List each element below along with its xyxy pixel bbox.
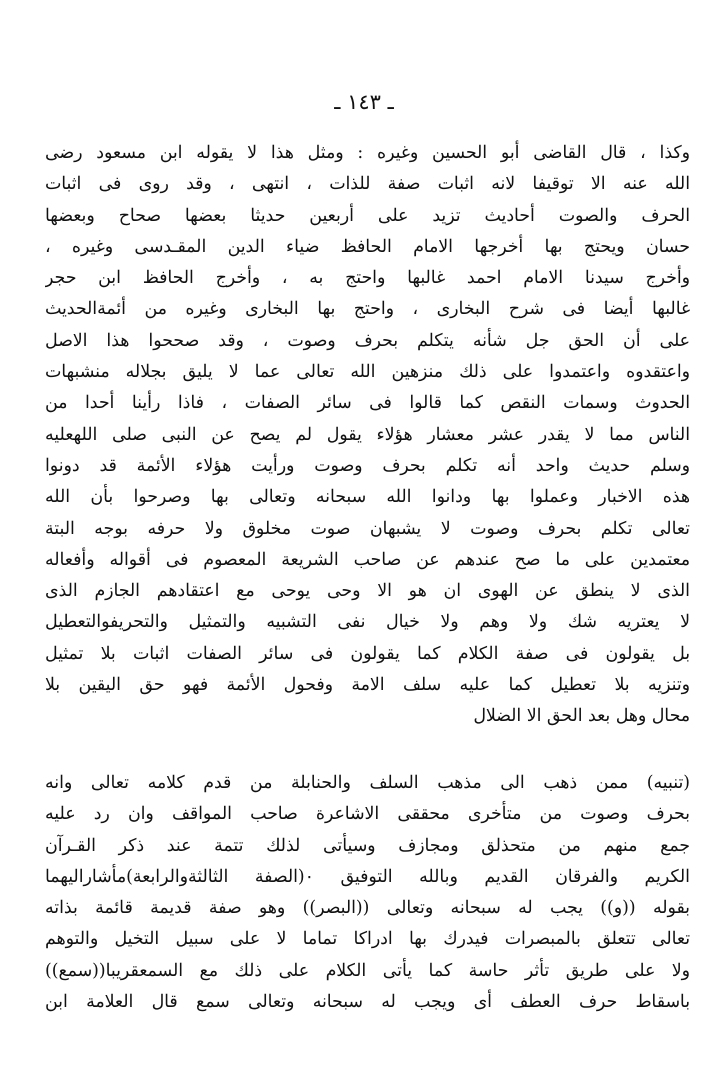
- text-line: الله عنه الا توقيفا لانه اثبات صفة للذات ، انتهى ، وقد روى فى اثبات: [45, 174, 690, 195]
- text-line: جمع منهم من متحذلق ومجازف وسيأتى لذلك تتمة عند ذكر القـرآن: [45, 835, 690, 856]
- text-line: واعتقدوه واعتمدوا على ذلك منزهين الله تعالى عما لا يليق بجلاله منشبهات: [45, 362, 690, 383]
- paragraph-main: [45, 138, 690, 733]
- page-number: ـ ١٤٣ ـ: [334, 90, 394, 114]
- text-line: (تنبيه) ممن ذهب الى مذهب السلف والحنابلة من قدم كلامه تعالى وانه: [45, 773, 690, 793]
- text-line: وأخرج سيدنا الامام احمد غالبها واحتج به ، وأخرج الحافظ ابن حجر: [45, 268, 690, 289]
- text-line: وتنزيه بلا تعطيل كما عليه سلف الامة وفحول الأئمة فهو حق اليقين بلا: [45, 675, 690, 696]
- text-line: وكذا ، قال القاضى أبو الحسين وغيره : ومثل هذا لا يقوله ابن مسعود رضى: [45, 143, 690, 163]
- text-line: الناس مما لا يقدر عشر معشار هؤلاء يقول لم يصح عن النبى صلى اللهعليه: [45, 424, 690, 445]
- text-line: الحدوث وسمات النقص كما قالوا فى سائر الصفات ، فاذا رأينا أحدا من: [45, 393, 690, 414]
- text-line: باسقاط حرف العطف أى ويجب له سبحانه وتعالى سمع قال العلامة ابن: [45, 992, 690, 1013]
- text-line: بقوله ((و)) يجب له سبحانه وتعالى ((البصر)) وهو صفة قديمة قائمة بذاته: [45, 898, 690, 919]
- text-line: بحرف وصوت من متأخرى محققى الاشاعرة صاحب المواقف وان رد عليه: [45, 804, 690, 825]
- text-line: الحرف والصوت أحاديث تزيد على أربعين حديثا بعضها صحاح وبعضها: [45, 205, 690, 226]
- text-line: تعالى تكلم بحرف وصوت لا يشبهان صوت مخلوق ولا حرفه بوجه البتة: [45, 518, 690, 539]
- text-line: الذى لا ينطق عن الهوى ان هو الا وحى يوحى مع اعتقادهم الجازم الذى: [45, 581, 690, 602]
- text-line: غالبها أيضا فى شرح البخارى ، واحتج بها البخارى وغيره من أئمةالحديث: [45, 299, 690, 320]
- text-line: الكريم والفرقان القديم وبالله التوفيق ٠(الصفة الثالثةوالرابعة)مأشاراليهما: [45, 866, 690, 887]
- text-line: لا يعتريه شك ولا وهم ولا خيال نفى التشبيه والتمثيل والتحريفوالتعطيل: [45, 612, 690, 633]
- text-line: ولا على طريق تأثر حاسة كما يأتى الكلام على ذلك مع السمعقريبا((سمع)): [45, 960, 690, 981]
- text-line: تعالى تتعلق بالمبصرات فيدرك بها ادراكا تماما لا على سبيل التخيل والتوهم: [45, 929, 690, 950]
- text-line: معتمدين على ما صح عندهم عن صاحب الشريعة المعصوم فى أقواله وأفعاله: [45, 549, 690, 570]
- text-line: بل يقولون فى صفة الكلام كما يقولون فى سائر الصفات اثبات بلا تمثيل: [45, 643, 690, 664]
- text-line: محال وهل بعد الحق الا الضلال: [473, 706, 690, 727]
- text-line: حسان ويحتج بها أخرجها الامام الحافظ ضياء الدين المقـدسى وغيره ،: [45, 236, 690, 257]
- text-line: هذه الاخبار وعملوا بها ودانوا الله سبحانه وتعالى بها وصرحوا بأن الله: [45, 487, 690, 508]
- text-line: وسلم حديث واحد أنه تكلم بحرف وصوت ورأيت هؤلاء الأئمة قد دونوا: [45, 455, 690, 476]
- text-line: على أن الحق جل شأنه يتكلم بحرف وصوت ، وقد صححوا هذا الاصل: [45, 330, 690, 351]
- paragraph-note: [45, 768, 690, 1018]
